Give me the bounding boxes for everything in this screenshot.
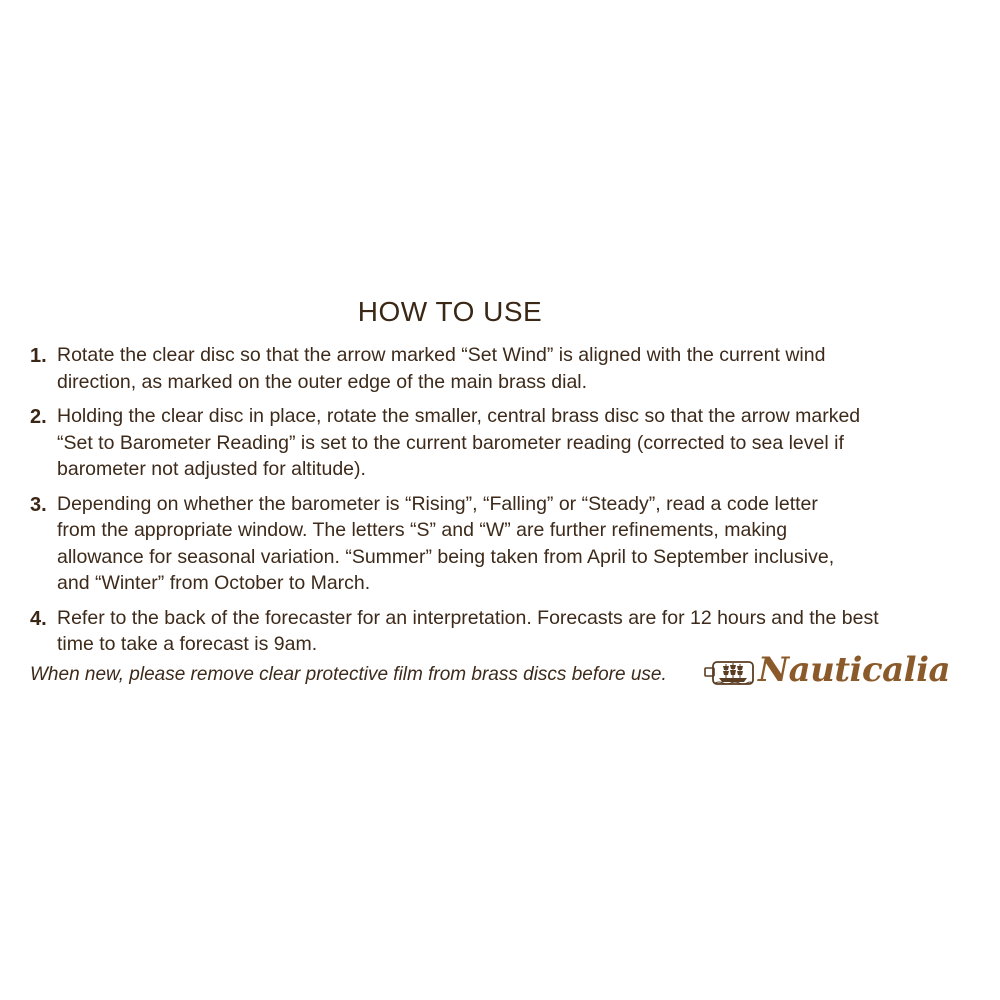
care-note: When new, please remove clear protective film from brass discs before use. — [30, 664, 667, 685]
step-line: direction, as marked on the outer edge of the main brass dial. — [57, 370, 588, 393]
instruction-list — [30, 342, 980, 666]
step-line: Holding the clear disc in place, rotate the smaller, central brass disc so that the arrow marked — [57, 405, 861, 427]
page-title: HOW TO USE — [357, 296, 543, 327]
step-line: allowance for seasonal variation. “Summer” being taken from April to September inclusive, — [57, 545, 835, 568]
step-line: time to take a forecast is 9am. — [57, 633, 318, 655]
step-line: Depending on whether the barometer is “Rising”, “Falling” or “Steady”, read a code letter — [57, 492, 818, 515]
step-number: 2. — [30, 406, 47, 428]
step-line: “Set to Barometer Reading” is set to the current barometer reading (corrected to sea level if — [57, 431, 844, 454]
step-number: 1. — [30, 345, 47, 367]
step-line: barometer not adjusted for altitude). — [57, 458, 366, 480]
step-line: Refer to the back of the forecaster for an interpretation. Forecasts are for 12 hours and the best — [57, 606, 879, 629]
instruction-step-1 — [30, 342, 980, 395]
step-line: from the appropriate window. The letters “S” and “W” are further refinements, making — [57, 519, 788, 541]
ship-in-bottle-icon — [703, 652, 755, 692]
step-line: and “Winter” from October to March. — [57, 572, 371, 594]
brand-logo: Nauticalia — [758, 650, 951, 690]
step-line: Rotate the clear disc so that the arrow marked “Set Wind” is aligned with the current wind — [57, 344, 826, 366]
instruction-step-3 — [30, 491, 980, 597]
step-number: 3. — [30, 493, 47, 516]
step-number: 4. — [30, 607, 47, 630]
footer — [30, 650, 980, 700]
instruction-step-2 — [30, 403, 980, 483]
